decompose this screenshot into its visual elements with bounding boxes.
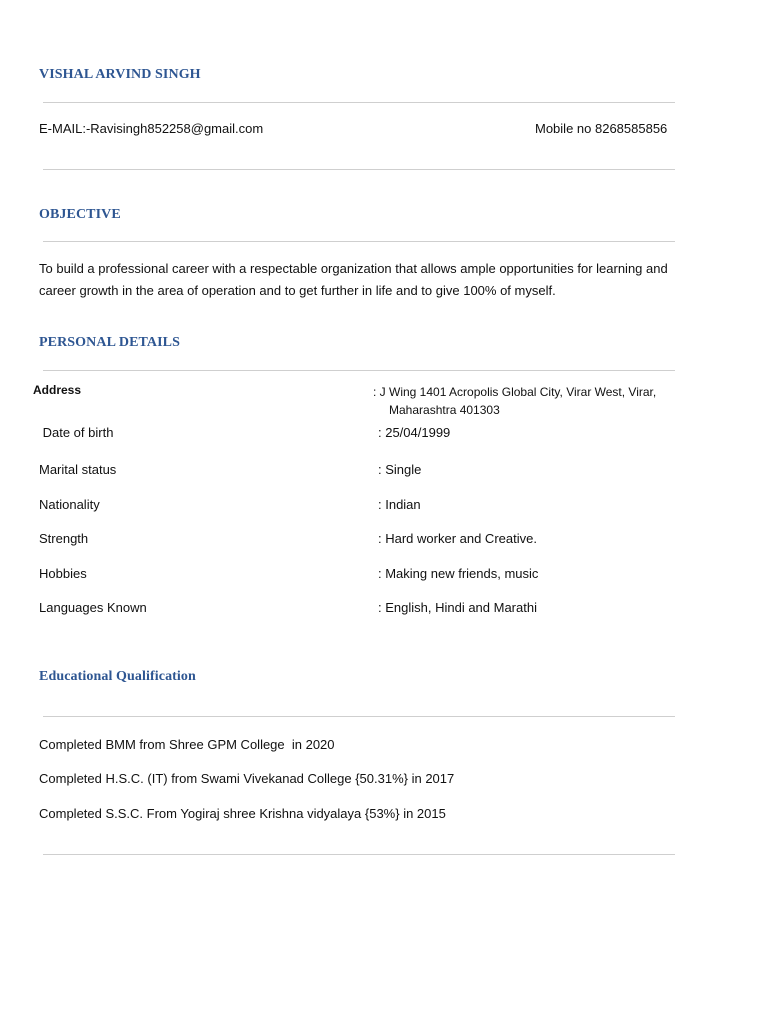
address-line-2: Maharashtra 401303 [389,403,500,417]
education-item-ssc: Completed S.S.C. From Yogiraj shree Krishna vidyalaya {53%} in 2015 [39,806,446,821]
education-item-bmm: Completed BMM from Shree GPM College in 2020 [39,737,335,752]
divider [43,854,675,855]
objective-text: To build a professional career with a respectable organization that allows ample opportunities for learning and career growth in the area of operation and to get further in life and to give 100% of myself. [39,261,668,298]
marital-status-value: : Single [378,462,422,477]
divider [43,169,675,170]
dob-label: Date of birth [39,425,114,440]
divider [43,241,675,242]
nationality-value: : Indian [378,497,421,512]
languages-value: : English, Hindi and Marathi [378,600,537,615]
address-label: Address [33,383,82,397]
candidate-name: VISHAL ARVIND SINGH [39,67,201,82]
divider [43,370,675,371]
email-text: E-MAIL:-Ravisingh852258@gmail.com [39,121,264,136]
dob-value: : 25/04/1999 [378,425,451,440]
address-line-1: : J Wing 1401 Acropolis Global City, Virar West, Virar, [373,385,657,399]
nationality-label: Nationality [39,497,100,512]
hobbies-value: : Making new friends, music [378,566,539,581]
strength-value: : Hard worker and Creative. [378,531,537,546]
education-heading: Educational Qualification [39,669,196,684]
divider [43,102,675,103]
hobbies-label: Hobbies [39,566,87,581]
personal-details-heading: PERSONAL DETAILS [39,335,180,350]
mobile-text: Mobile no 8268585856 [535,121,668,136]
languages-label: Languages Known [39,600,147,615]
strength-label: Strength [39,531,89,546]
address-value [373,383,656,419]
divider [43,716,675,717]
objective-heading: OBJECTIVE [39,207,121,222]
education-item-hsc: Completed H.S.C. (IT) from Swami Vivekanad College {50.31%} in 2017 [39,771,455,786]
marital-status-label: Marital status [39,462,117,477]
